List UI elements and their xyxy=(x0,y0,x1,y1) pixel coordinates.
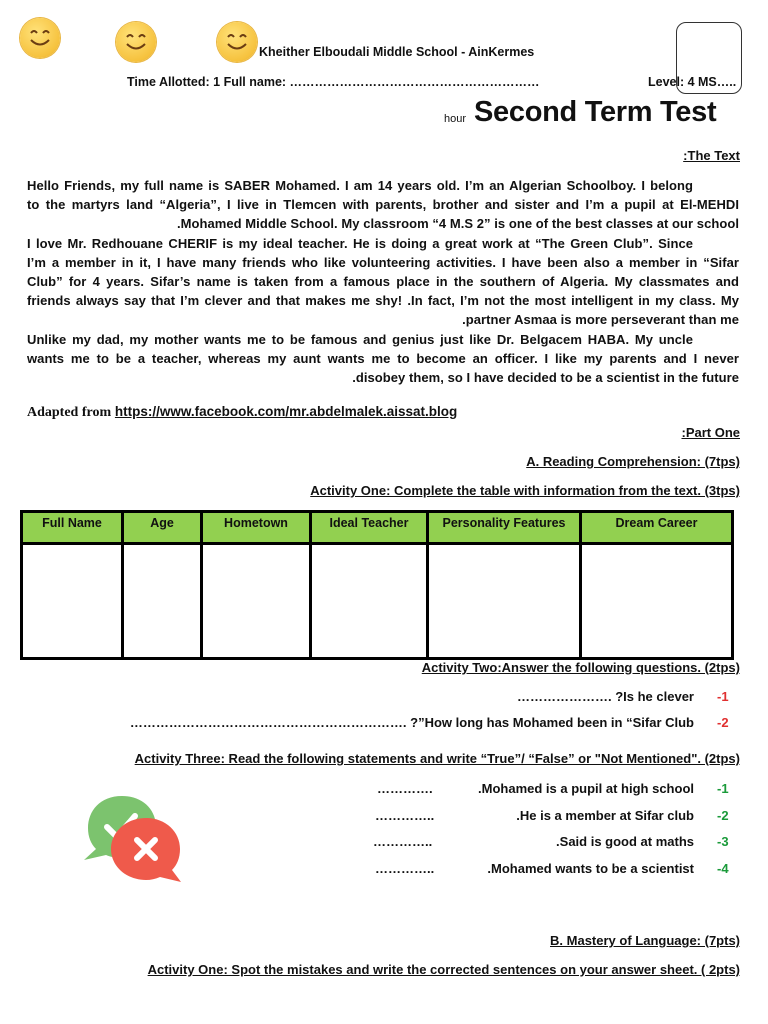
level-label: Level: 4 MS….. xyxy=(648,75,737,89)
statement-text: .Mohamed is a pupil at high school xyxy=(478,781,694,796)
answer-dots[interactable]: ………….. xyxy=(373,834,433,849)
full-name-field[interactable]: Full name: …………………………………………………… xyxy=(223,75,540,89)
time-allotted-label: Time Allotted: 1 xyxy=(127,75,221,89)
text-line: to the martyrs land “Algeria”, I live in Tlemcen with parents, brother and sister and I’m a pupil at El-MEHDI xyxy=(27,197,739,213)
smiley-icon xyxy=(20,18,60,58)
text-line: .Mohamed Middle School. My classroom “4 M.S 2” is one of the best classes at our school xyxy=(176,216,739,232)
statement-text: .Said is good at maths xyxy=(556,834,694,849)
answer-cell[interactable] xyxy=(428,544,581,659)
text-line: wants me to be a teacher, whereas my aunt wants me to become an officer. I like my parents and I never xyxy=(27,350,739,366)
table-header-row xyxy=(22,512,733,544)
text-line: I love Mr. Redhouane CHERIF is my ideal teacher. He is doing a great work at “The Green Club”. Since xyxy=(27,235,693,251)
reading-heading: A. Reading Comprehension: (7tps) xyxy=(526,454,740,469)
time-allotted xyxy=(127,75,540,89)
smiley-icon xyxy=(217,22,257,62)
answer-cell[interactable] xyxy=(311,544,428,659)
answer-cell[interactable] xyxy=(581,544,733,659)
source-link[interactable]: https://www.facebook.com/mr.abdelmalek.aissat.blog xyxy=(114,404,458,419)
time-unit: hour xyxy=(444,113,467,125)
reading-text xyxy=(27,176,739,387)
col-age: Age xyxy=(123,512,202,544)
table-answer-row xyxy=(22,544,733,659)
activity-three-title: Activity Three: Read the following statements and write “True”/ “False” or "Not Mentioned". (2tps) xyxy=(134,751,740,766)
text-line: .partner Asmaa is more perseverant than me xyxy=(462,312,739,328)
text-line: friends always say that I’m clever and that makes me shy! .In fact, I’m not the most intelligent in my class. My xyxy=(27,293,739,309)
text-line: Club” for 4 years. Sifar’s name is taken from a famous place in the southern of Algeria. My classmates and xyxy=(27,274,739,290)
question-number: -2 xyxy=(717,715,729,730)
text-line: Unlike my dad, my mother wants me to be famous and genius just like Dr. Belgacem HABA. My uncle xyxy=(27,331,693,347)
page-title: Second Term Test xyxy=(474,96,717,128)
col-dream-career: Dream Career xyxy=(581,512,733,544)
col-ideal-teacher: Ideal Teacher xyxy=(311,512,428,544)
text-line: Hello Friends, my full name is SABER Mohamed. I am 14 years old. I’m an Algerian Schoolboy. I belong xyxy=(27,178,693,193)
statement-number: -4 xyxy=(717,861,729,876)
info-table xyxy=(20,510,734,660)
statement-text: .He is a member at Sifar club xyxy=(516,808,694,823)
answer-cell[interactable] xyxy=(202,544,311,659)
answer-dots[interactable]: ………….. xyxy=(375,861,435,876)
text-line: I’m a member in it, I have many friends who like volunteering activities. I have been also a member in “Sifar xyxy=(27,254,739,270)
text-line: .disobey them, so I have decided to be a scientist in the future xyxy=(352,370,739,386)
mastery-heading: B. Mastery of Language: (7pts) xyxy=(550,933,740,948)
col-full-name: Full Name xyxy=(22,512,123,544)
question-text: …………………. ?Is he clever xyxy=(517,689,694,704)
statement-number: -2 xyxy=(717,808,729,823)
source-line xyxy=(27,404,457,421)
question-text: ………………………………………………………. ?”How long has Mohamed been in “Sifar Club xyxy=(129,715,694,730)
answer-cell[interactable] xyxy=(22,544,123,659)
smiley-icon xyxy=(116,22,156,62)
statement-number: -1 xyxy=(717,781,729,796)
answer-dots[interactable]: …………. xyxy=(377,781,433,796)
text-heading: :The Text xyxy=(683,148,740,163)
question-number: -1 xyxy=(717,689,729,704)
school-name: Kheither Elboudali Middle School - AinKermes xyxy=(259,45,535,59)
statement-number: -3 xyxy=(717,834,729,849)
activity-one-title: Activity One: Complete the table with information from the text. (3tps) xyxy=(310,483,740,498)
part-one-heading: :Part One xyxy=(681,425,740,440)
col-personality: Personality Features xyxy=(428,512,581,544)
activity-two-title: Activity Two:Answer the following questions. (2tps) xyxy=(421,660,740,675)
true-false-icon xyxy=(80,794,184,884)
activity-b1-title: Activity One: Spot the mistakes and write the corrected sentences on your answer sheet. ( 2pts) xyxy=(147,962,740,977)
statement-text: .Mohamed wants to be a scientist xyxy=(487,861,694,876)
answer-dots[interactable]: ………….. xyxy=(375,808,435,823)
answer-cell[interactable] xyxy=(123,544,202,659)
source-label: Adapted from xyxy=(27,405,112,420)
col-hometown: Hometown xyxy=(202,512,311,544)
